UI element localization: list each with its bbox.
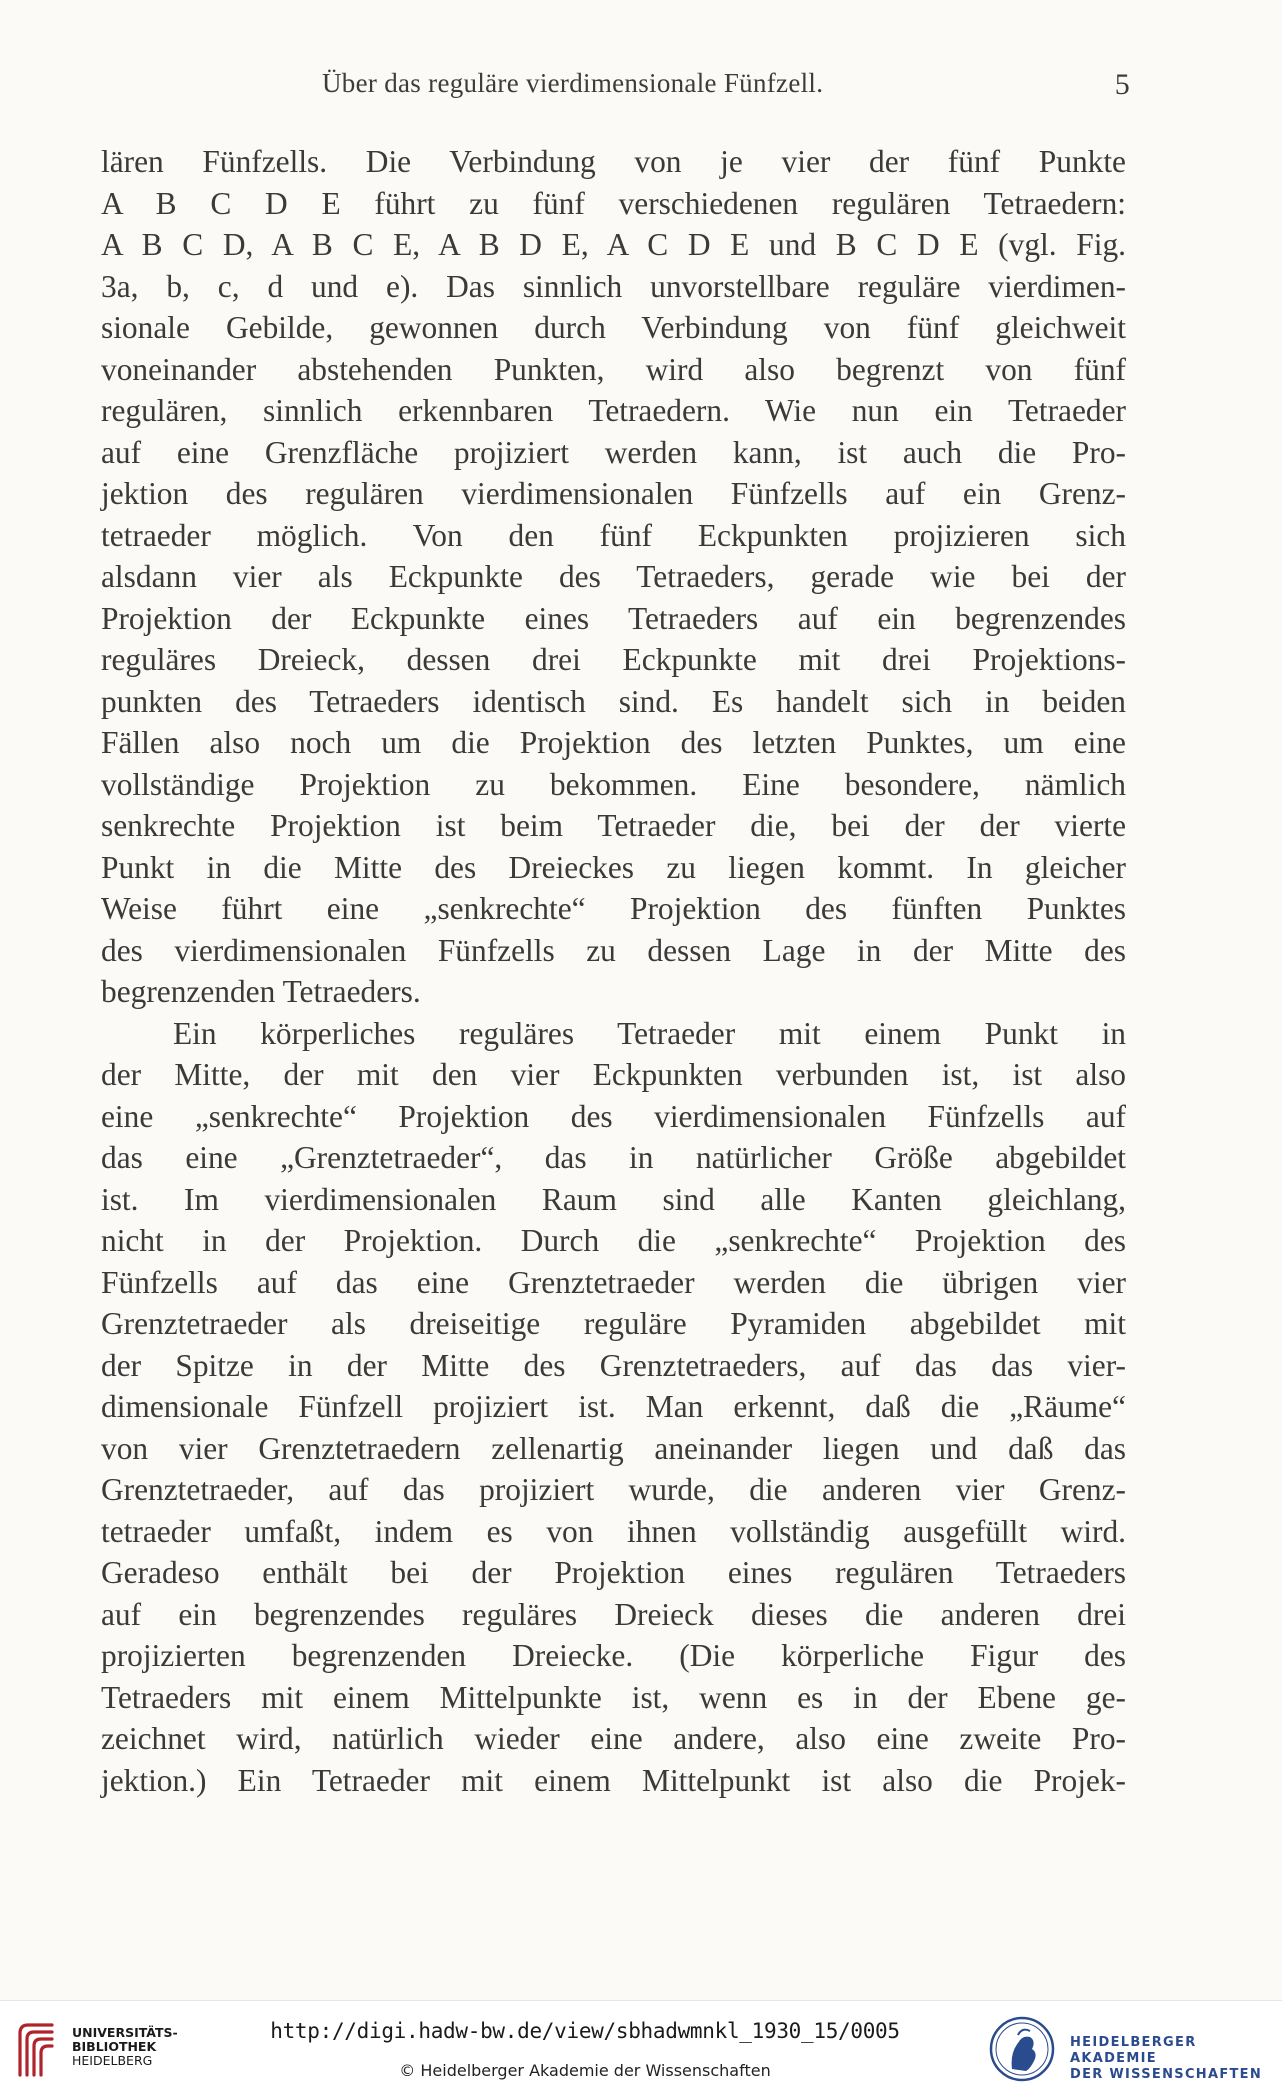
university-library-name <box>72 2026 178 2068</box>
academy-name-line: DER WISSENSCHAFTEN <box>1070 2067 1263 2082</box>
text-line: Projektion der Eckpunkte eines Tetraeders auf ein begrenzendes <box>101 600 1126 636</box>
text-line: 3a, b, c, d und e). Das sinnlich unvorstellbare reguläre vierdimen- <box>101 268 1126 304</box>
text-line: tetraeder möglich. Von den fünf Eckpunkten projizieren sich <box>101 517 1126 553</box>
text-line: A B C D, A B C E, A B D E, A C D E und B C D E (vgl. Fig. <box>101 227 1126 262</box>
text-line: tetraeder umfaßt, indem es von ihnen vollständig ausgefüllt wird. <box>101 1513 1126 1549</box>
text-line: der Mitte, der mit den vier Eckpunkten verbunden ist, ist also <box>101 1057 1126 1092</box>
text-line: Grenztetraeder als dreiseitige reguläre Pyramiden abgebildet mit <box>101 1306 1126 1341</box>
text-line: jektion des regulären vierdimensionalen Fünfzells auf ein Grenz- <box>101 476 1126 511</box>
running-title: Über das reguläre vierdimensionale Fünfzell. <box>322 68 824 98</box>
text-line: der Spitze in der Mitte des Grenztetraeders, auf das das vier- <box>101 1347 1126 1383</box>
text-line: das eine „Grenztetraeder“, das in natürlicher Größe abgebildet <box>101 1140 1126 1175</box>
text-line: nicht in der Projektion. Durch die „senkrechte“ Projektion des <box>101 1223 1126 1258</box>
text-line: reguläres Dreieck, dessen drei Eckpunkte mit drei Projektions- <box>101 642 1126 677</box>
text-line: auf eine Grenzfläche projiziert werden kann, ist auch die Pro- <box>101 434 1126 470</box>
text-line: Tetraeders mit einem Mittelpunkte ist, wenn es in der Ebene ge- <box>101 1679 1126 1715</box>
running-header <box>100 68 1130 108</box>
text-line: zeichnet wird, natürlich wieder eine andere, also eine zweite Pro- <box>101 1721 1126 1756</box>
text-line: regulären, sinnlich erkennbaren Tetraedern. Wie nun ein Tetraeder <box>101 393 1126 428</box>
text-line: begrenzenden Tetraeders. <box>101 974 421 1009</box>
text-line: Punkt in die Mitte des Dreieckes zu liegen kommt. In gleicher <box>101 849 1126 885</box>
text-line: Ein körperliches reguläres Tetraeder mit einem Punkt in <box>173 1015 1126 1051</box>
body-text <box>101 141 1126 1801</box>
text-line: alsdann vier als Eckpunkte des Tetraeders, gerade wie bei der <box>101 559 1126 594</box>
text-line: punkten des Tetraeders identisch sind. Es handelt sich in beiden <box>101 683 1126 719</box>
viewer-footer <box>0 2000 1282 2096</box>
text-line: Grenztetraeder, auf das projiziert wurde, die anderen vier Grenz- <box>101 1472 1126 1507</box>
copyright-notice: © Heidelberger Akademie der Wissenschaften <box>399 2061 771 2080</box>
text-line: projizierten begrenzenden Dreiecke. (Die körperliche Figur des <box>101 1638 1126 1673</box>
text-line: auf ein begrenzendes reguläres Dreieck dieses die anderen drei <box>101 1596 1126 1632</box>
text-line: Geradeso enthält bei der Projektion eines regulären Tetraeders <box>101 1555 1126 1590</box>
text-line: dimensionale Fünfzell projiziert ist. Man erkennt, daß die „Räume“ <box>101 1389 1126 1424</box>
text-line: lären Fünfzells. Die Verbindung von je vier der fünf Punkte <box>101 144 1126 179</box>
library-name-line: UNIVERSITÄTS- <box>72 2025 178 2040</box>
text-line: jektion.) Ein Tetraeder mit einem Mittelpunkt ist also die Projek- <box>101 1762 1126 1798</box>
university-library-logo-icon <box>12 2019 62 2081</box>
page-number: 5 <box>1114 68 1130 101</box>
academy-name <box>1070 2035 1282 2083</box>
text-line: von vier Grenztetraedern zellenartig aneinander liegen und daß das <box>101 1430 1126 1466</box>
text-line: vollständige Projektion zu bekommen. Eine besondere, nämlich <box>101 766 1126 802</box>
text-line: Fällen also noch um die Projektion des letzten Punktes, um eine <box>101 725 1126 760</box>
text-line: des vierdimensionalen Fünfzells zu dessen Lage in der Mitte des <box>101 932 1126 968</box>
academy-name-line: HEIDELBERGER AKADEMIE <box>1070 2035 1197 2066</box>
text-line: Fünfzells auf das eine Grenztetraeder werden die übrigen vier <box>101 1264 1126 1300</box>
permalink-url[interactable]: http://digi.hadw-bw.de/view/sbhadwmnkl_1930_15/0005 <box>270 2019 900 2043</box>
library-name-line: BIBLIOTHEK <box>72 2039 157 2054</box>
text-line: Weise führt eine „senkrechte“ Projektion des fünften Punktes <box>101 891 1126 926</box>
text-line: A B C D E führt zu fünf verschiedenen regulären Tetraedern: <box>101 185 1126 221</box>
text-line: eine „senkrechte“ Projektion des vierdimensionalen Fünfzells auf <box>101 1098 1126 1134</box>
text-line: voneinander abstehenden Punkten, wird also begrenzt von fünf <box>101 351 1126 387</box>
text-line: senkrechte Projektion ist beim Tetraeder die, bei der der vierte <box>101 808 1126 843</box>
academy-seal-icon <box>988 2013 1056 2085</box>
text-line: ist. Im vierdimensionalen Raum sind alle Kanten gleichlang, <box>101 1181 1126 1217</box>
text-line: sionale Gebilde, gewonnen durch Verbindung von fünf gleichweit <box>101 310 1126 345</box>
library-name-line: HEIDELBERG <box>72 2053 153 2068</box>
